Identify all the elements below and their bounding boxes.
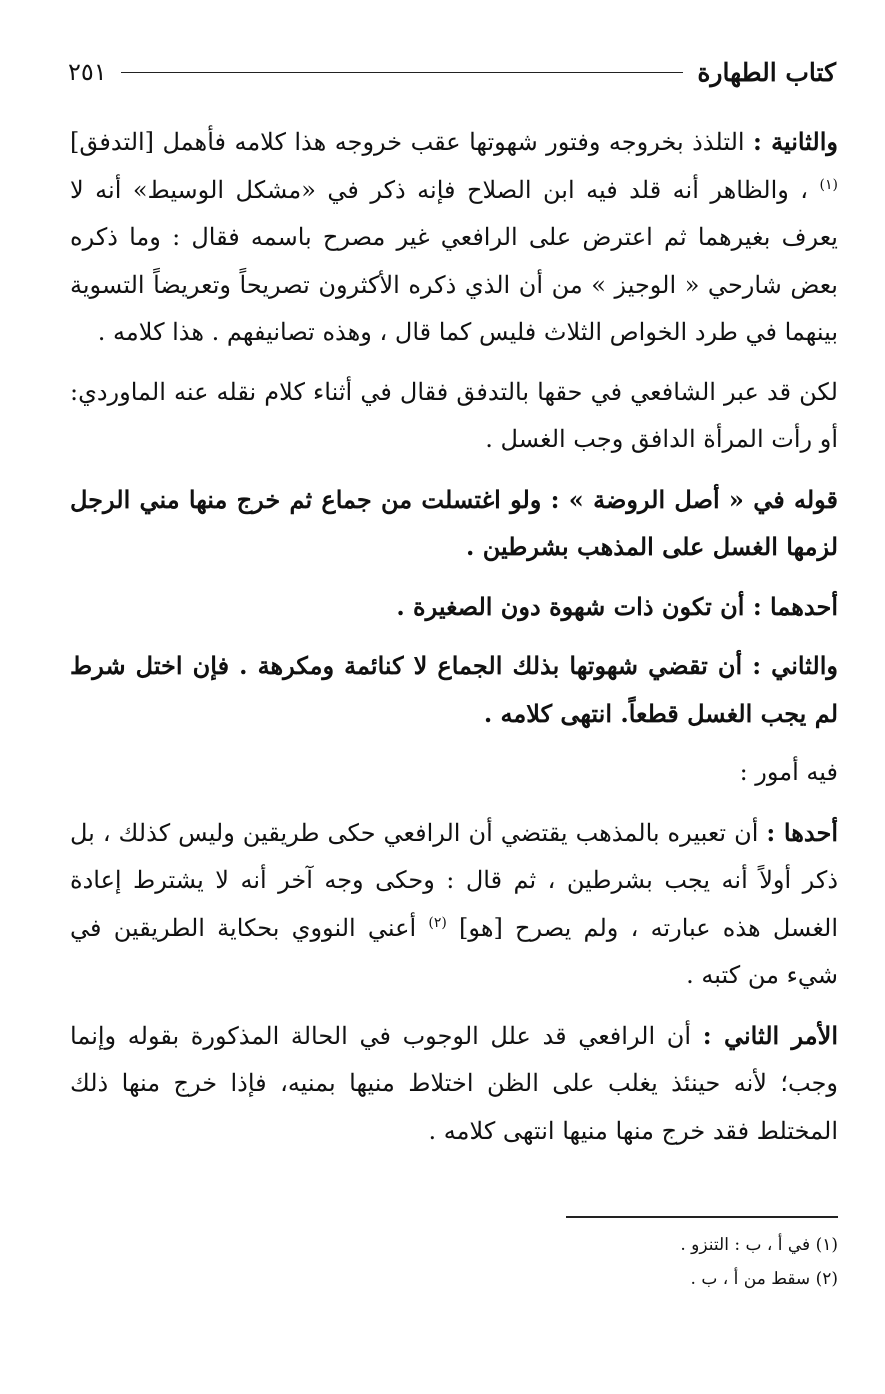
paragraph-text-cont: أعني النووي بحكاية الطريقين في شيء من كتبه . — [70, 913, 838, 989]
footnote: (٢) سقط من أ ، ب . — [690, 1269, 838, 1289]
quoted-paragraph: والثاني : أن تقضي شهوتها بذلك الجماع لا كنائمة ومكرهة . فإن اختل شرط لم يجب الغسل قطعاً. انتهى كلامه . — [70, 651, 838, 728]
footnote: (١) في أ ، ب : التنزو . — [680, 1235, 838, 1255]
paragraph — [70, 809, 838, 1000]
paragraph-lead: والثانية : — [753, 127, 838, 156]
paragraph — [70, 1012, 838, 1156]
paragraph-text-cont: ، والظاهر أنه قلد فيه ابن الصلاح فإنه ذكر في «مشكل الوسيط» أنه لا يعرف بغيرهما ثم اعترض على الرافعي غير مصرح باسمه فقال : وما ذكره بعض شارحي « الوجيز » من أن الذي ذكره الأكثرون تصريحاً وتعريضاً التسوية بينهما في طرد الخواص الثلاث فليس كما قال ، وهذه تصانيفهم . هذا كلامه . — [70, 175, 838, 346]
paragraph-text: أن الرافعي قد علل الوجوب في الحالة المذكورة بقوله وإنما وجب؛ لأنه حينئذ يغلب على الظن اختلاط منيها بمنيه، فإذا خرج منها ذلك المختلط فقد خرج منها منيها انتهى كلامه . — [70, 1021, 838, 1145]
paragraph-text: التلذذ بخروجه وفتور شهوتها عقب خروجه هذا كلامه فأهمل [التدفق] — [70, 128, 754, 156]
page-number: ٢٥١ — [68, 58, 107, 86]
paragraph — [70, 118, 838, 357]
paragraph: فيه أمور : — [739, 758, 838, 786]
running-title: كتاب الطهارة — [697, 57, 836, 87]
footnote-ref: (١) — [819, 176, 838, 193]
main-text — [70, 118, 838, 1167]
paragraph-lead: الأمر الثاني : — [702, 1020, 838, 1050]
page-header — [68, 52, 836, 92]
footnotes — [70, 1228, 838, 1296]
footnote-separator — [566, 1216, 838, 1218]
quoted-paragraph: أحدهما : أن تكون ذات شهوة دون الصغيرة . — [396, 591, 838, 621]
paragraph-lead: أحدها : — [766, 817, 838, 847]
quoted-paragraph: قوله في « أصل الروضة » : ولو اغتسلت من جماع ثم خرج منها مني الرجل لزمها الغسل على المذهب بشرطين . — [70, 484, 838, 561]
paragraph: لكن قد عبر الشافعي في حقها بالتدفق فقال في أثناء كلام نقله عنه الماوردي: أو رأت المرأة الدافق وجب الغسل . — [70, 377, 838, 453]
header-rule — [121, 72, 684, 73]
footnote-ref: (٢) — [428, 914, 447, 931]
paragraph-text: أن تعبيره بالمذهب يقتضي أن الرافعي حكى طريقين وليس كذلك ، بل ذكر أولاً أنه يجب بشرطين ، ثم قال : وحكى وجه آخر أنه لا يشترط إعادة الغسل هذه عبارته ، ولم يصرح [هو] — [70, 818, 838, 942]
